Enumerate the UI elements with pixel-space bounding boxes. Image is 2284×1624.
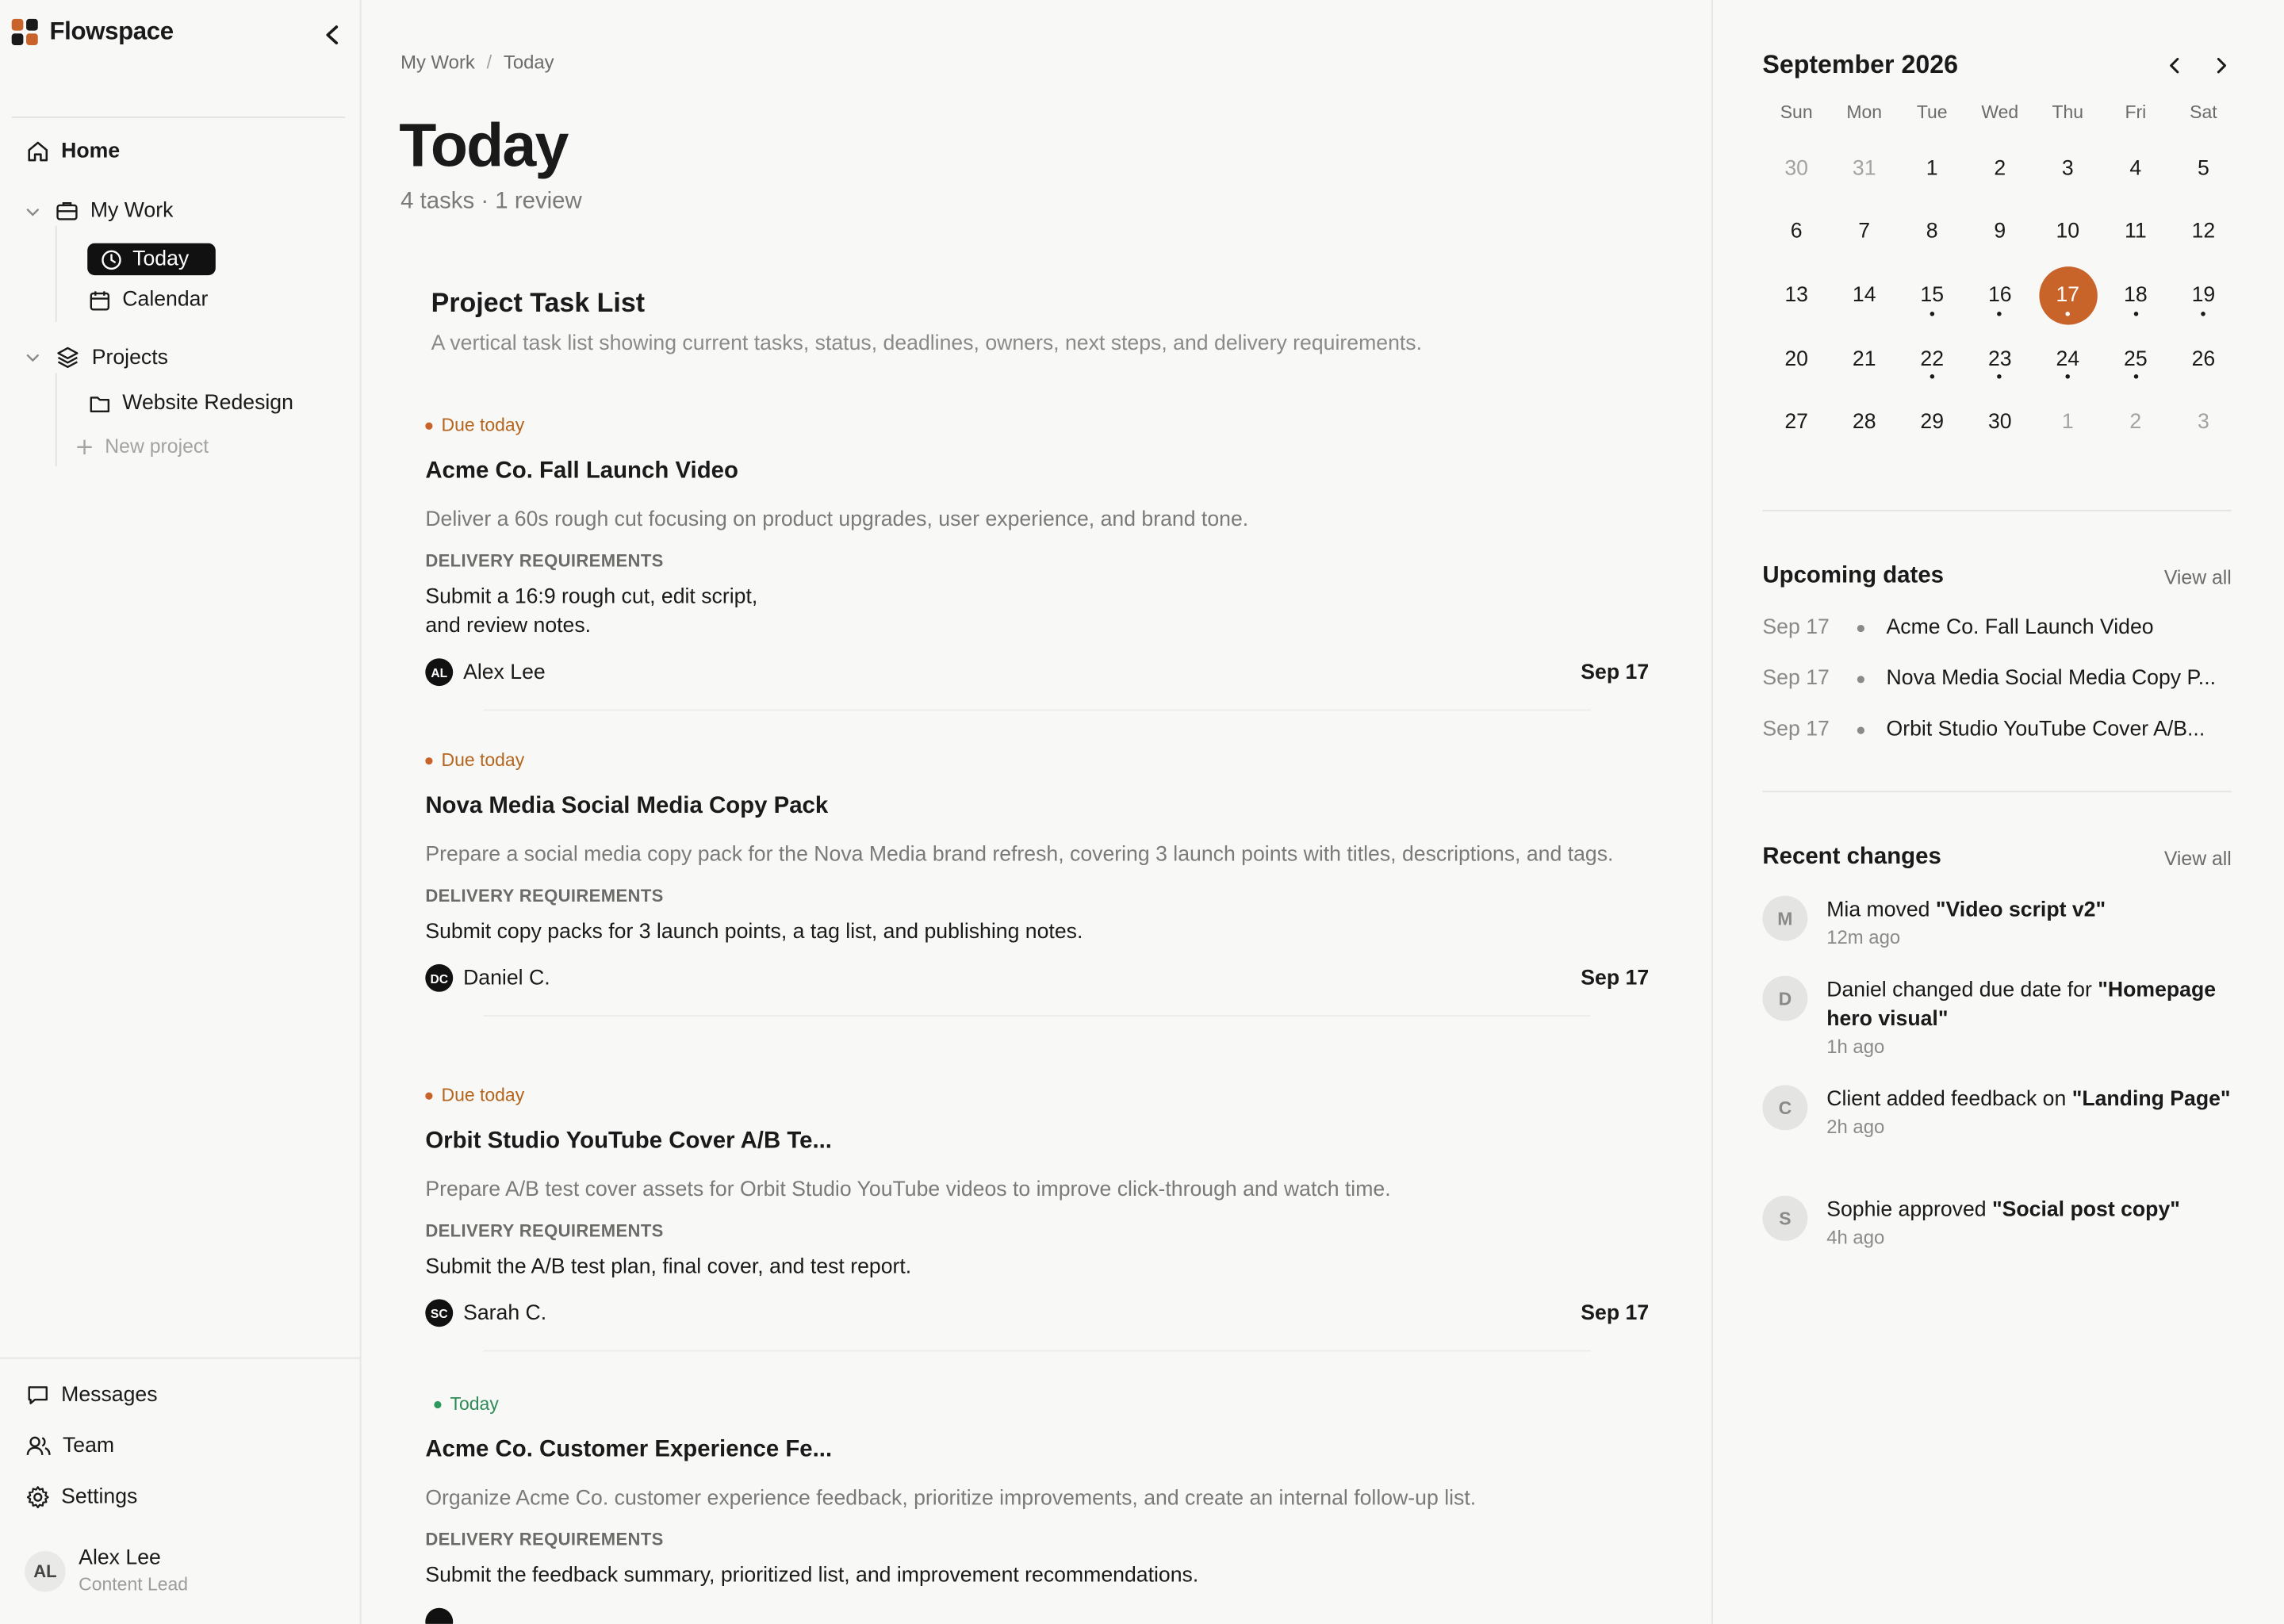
change-text	[1826, 1085, 2230, 1114]
day-number: 19	[2191, 284, 2216, 308]
panel-divider	[1762, 791, 2231, 792]
task-meta	[425, 964, 1649, 992]
calendar-day[interactable]: 7	[1858, 220, 1871, 244]
task-meta	[425, 1299, 1649, 1327]
calendar-day[interactable]: 11	[2124, 220, 2147, 244]
day-number: 16	[1987, 284, 2012, 308]
change-time: 1h ago	[1826, 1035, 1885, 1058]
calendar-week	[1762, 201, 2237, 264]
sidebar-item-label: My Work	[90, 199, 174, 224]
avatar: D	[1762, 976, 1807, 1021]
requirements-line: Submit the feedback summary, prioritized list, and improvement recommendations.	[425, 1564, 1199, 1588]
user-role: Content Lead	[79, 1574, 189, 1595]
new-project-label: New project	[105, 435, 209, 458]
sidebar-item-label: Calendar	[122, 288, 209, 312]
status-badge	[425, 1394, 1649, 1415]
change-time: 4h ago	[1826, 1226, 1885, 1249]
sidebar-item-label: Website Redesign	[122, 392, 293, 416]
sidebar-item-settings[interactable]	[26, 1485, 137, 1508]
change-item[interactable]	[1762, 896, 2237, 952]
right-panel	[1713, 0, 2284, 1624]
user-profile[interactable]	[25, 1547, 188, 1595]
calendar-day[interactable]	[1898, 327, 1966, 391]
change-item[interactable]	[1762, 976, 2237, 1061]
day-number: 15	[1920, 284, 1945, 308]
task-card[interactable]	[425, 1394, 1649, 1624]
status-dot	[425, 422, 432, 429]
calendar-day[interactable]: 4	[2129, 156, 2142, 181]
recent-title: Recent changes	[1762, 845, 1941, 870]
calendar-day[interactable]: 6	[1790, 220, 1803, 244]
status-text: Today	[450, 1393, 499, 1415]
calendar-day[interactable]: 1	[2061, 411, 2074, 435]
selected-day-circle	[2039, 266, 2097, 324]
upcoming-dot	[1857, 624, 1864, 631]
sidebar-item-label: Settings	[61, 1485, 138, 1509]
upcoming-item[interactable]	[1762, 667, 2216, 690]
task-meta	[425, 658, 1649, 686]
sidebar-item-label: Today	[132, 247, 190, 271]
upcoming-name: Orbit Studio YouTube Cover A/B...	[1886, 718, 2205, 741]
recent-view-all-link[interactable]: View all	[2163, 847, 2232, 870]
status-badge	[425, 750, 1649, 771]
avatar: M	[1762, 896, 1807, 941]
owner-name: Daniel C.	[463, 966, 550, 990]
day-number: 24	[2056, 347, 2080, 371]
upcoming-item[interactable]	[1762, 718, 2205, 741]
calendar-day[interactable]: 12	[2191, 220, 2216, 244]
flowspace-logo-icon	[12, 19, 38, 45]
team-icon	[26, 1434, 51, 1457]
task-card[interactable]	[425, 415, 1649, 710]
avatar: AL	[25, 1550, 65, 1591]
upcoming-date: Sep 17	[1762, 667, 1830, 691]
breadcrumb-my-work[interactable]: My Work	[400, 51, 475, 73]
app-name: Flowspace	[49, 17, 174, 45]
change-action: Sophie approved	[1826, 1198, 1993, 1222]
requirements-text	[425, 1253, 1649, 1282]
avatar	[425, 1608, 453, 1624]
calendar-day[interactable]: 14	[1852, 284, 1876, 308]
event-dot	[1930, 375, 1934, 380]
task-list-title: Project Task List	[431, 286, 646, 318]
status-dot	[425, 1092, 432, 1099]
tree-guide-line	[56, 373, 57, 466]
status-badge	[425, 415, 1649, 435]
weekday-label: Sun	[1780, 102, 1813, 123]
message-icon	[26, 1384, 49, 1407]
sidebar-item-home[interactable]	[26, 140, 120, 163]
briefcase-icon	[56, 200, 79, 223]
calendar-day[interactable]: 21	[1852, 347, 1876, 371]
task-owner	[425, 1299, 546, 1327]
change-object: "Landing Page"	[2071, 1088, 2231, 1112]
day-number: 22	[1920, 347, 1945, 371]
status-text: Due today	[441, 415, 525, 436]
avatar: S	[1762, 1196, 1807, 1241]
upcoming-name: Acme Co. Fall Launch Video	[1886, 615, 2154, 640]
task-description: Organize Acme Co. customer experience feedback, prioritize improvements, and create an internal follow-up list.	[425, 1487, 1477, 1511]
task-title[interactable]: Orbit Studio YouTube Cover A/B Te...	[425, 1128, 832, 1154]
sidebar-item-calendar[interactable]	[89, 289, 208, 312]
calendar-day[interactable]: 3	[2197, 411, 2209, 435]
panel-divider	[1762, 510, 2231, 511]
event-dot	[2066, 312, 2071, 316]
task-title[interactable]: Acme Co. Fall Launch Video	[425, 458, 738, 484]
change-action: Mia moved	[1826, 898, 1936, 922]
sidebar-item-label: Messages	[61, 1383, 158, 1408]
change-object: "Homepage hero visual"	[1826, 979, 2217, 1032]
task-title[interactable]: Acme Co. Customer Experience Fe...	[425, 1437, 833, 1463]
page-title: Today	[399, 110, 568, 179]
calendar-day[interactable]	[1966, 327, 2034, 391]
avatar: AL	[425, 658, 453, 686]
calendar-month-title: September 2026	[1762, 49, 1958, 79]
status-text: Due today	[441, 749, 525, 771]
sidebar-bottom-divider	[0, 1358, 360, 1359]
upcoming-date: Sep 17	[1762, 615, 1830, 640]
upcoming-dot	[1857, 675, 1864, 682]
calendar-day[interactable]: 30	[1784, 156, 1808, 181]
breadcrumb-separator: /	[486, 51, 492, 73]
weekday-label: Wed	[1981, 102, 2019, 123]
task-divider	[484, 1350, 1591, 1352]
calendar-day[interactable]: 8	[1926, 220, 1938, 244]
sidebar-item-label: Team	[62, 1434, 115, 1458]
calendar-weekdays	[1762, 102, 2237, 123]
event-dot	[1998, 312, 2002, 316]
calendar-week	[1762, 137, 2237, 201]
due-date: Sep 17	[1581, 660, 1650, 684]
change-action: Daniel changed due date for	[1826, 979, 2098, 1002]
task-card[interactable]	[425, 750, 1649, 1017]
requirements-line: and review notes.	[425, 615, 592, 638]
page-subtitle: 4 tasks · 1 review	[400, 189, 582, 214]
calendar-day[interactable]	[1898, 264, 1966, 327]
change-text	[1826, 1196, 2180, 1225]
change-action: Client added feedback on	[1826, 1088, 2072, 1112]
chevron-down-icon	[25, 350, 40, 366]
weekday-label: Tue	[1916, 102, 1948, 123]
calendar-day[interactable]: 10	[2056, 220, 2080, 244]
task-description: Prepare A/B test cover assets for Orbit Studio YouTube videos to improve click-through and watch time.	[425, 1178, 1391, 1202]
sidebar-item-label: Projects	[91, 346, 168, 370]
change-text	[1826, 976, 2237, 1034]
task-divider	[484, 1015, 1591, 1017]
collapse-sidebar-icon[interactable]	[317, 21, 347, 50]
status-text: Due today	[441, 1085, 525, 1106]
calendar-week	[1762, 264, 2237, 327]
weekday-label: Fri	[2125, 102, 2147, 123]
task-owner	[425, 658, 545, 686]
chevron-down-icon	[25, 203, 40, 219]
folder-icon	[89, 393, 111, 415]
change-text	[1826, 896, 2106, 925]
chevron-left-icon[interactable]	[2162, 52, 2188, 79]
event-dot	[2133, 312, 2138, 316]
event-dot	[2133, 375, 2138, 380]
calendar-day[interactable]: 3	[2061, 156, 2074, 181]
sidebar-item-projects[interactable]	[25, 345, 168, 370]
sidebar-item-my-work[interactable]	[25, 200, 173, 223]
calendar-day[interactable]: 9	[1994, 220, 2006, 244]
upcoming-title: Upcoming dates	[1762, 563, 1945, 589]
requirements-text	[425, 583, 1649, 641]
new-project-button[interactable]	[76, 435, 209, 458]
calendar-icon	[89, 289, 111, 312]
weekday-label: Mon	[1846, 102, 1883, 123]
upcoming-name: Nova Media Social Media Copy P...	[1886, 667, 2217, 691]
avatar: SC	[425, 1299, 453, 1327]
requirements-label: DELIVERY REQUIREMENTS	[425, 1529, 664, 1550]
upcoming-dot	[1857, 726, 1864, 733]
calendar-day[interactable]: 27	[1784, 411, 1808, 435]
upcoming-item[interactable]	[1762, 616, 2153, 639]
task-title[interactable]: Nova Media Social Media Copy Pack	[425, 794, 829, 819]
calendar-day-selected[interactable]	[2034, 264, 2102, 327]
requirements-label: DELIVERY REQUIREMENTS	[425, 885, 664, 906]
requirements-text	[425, 1561, 1649, 1591]
task-owner	[425, 964, 550, 992]
calendar-day[interactable]	[2170, 264, 2238, 327]
tree-guide-line	[56, 226, 57, 322]
requirements-line: Submit a 16:9 rough cut, edit script,	[425, 585, 758, 609]
calendar-day[interactable]	[2034, 327, 2102, 391]
sidebar-item-label: Home	[61, 140, 121, 163]
task-owner	[425, 1608, 453, 1624]
event-dot	[1998, 375, 2002, 380]
day-number: 18	[2124, 284, 2148, 308]
event-dot	[1930, 312, 1934, 316]
avatar: DC	[425, 964, 453, 992]
due-date: Sep 17	[1581, 966, 1650, 990]
requirements-label: DELIVERY REQUIREMENTS	[425, 550, 664, 571]
avatar: C	[1762, 1085, 1807, 1130]
change-item[interactable]	[1762, 1196, 2237, 1251]
user-name: Alex Lee	[79, 1546, 161, 1570]
calendar-day[interactable]	[2102, 327, 2170, 391]
status-dot	[425, 756, 432, 764]
sidebar	[0, 0, 362, 1624]
breadcrumb-today[interactable]: Today	[503, 51, 554, 73]
task-description: Prepare a social media copy pack for the Nova Media brand refresh, covering 3 launch points with titles, descriptions, and tags.	[425, 843, 1614, 867]
calendar-day[interactable]: 1	[1926, 156, 1938, 181]
sidebar-item-website-redesign[interactable]	[89, 392, 293, 415]
chevron-right-icon[interactable]	[2208, 52, 2234, 79]
task-description: Deliver a 60s rough cut focusing on product upgrades, user experience, and brand tone.	[425, 508, 1249, 532]
home-icon	[26, 140, 49, 163]
plus-icon	[76, 438, 94, 455]
calendar-grid	[1762, 102, 2237, 454]
task-divider	[484, 709, 1591, 710]
sidebar-item-team[interactable]	[26, 1434, 114, 1457]
main-content	[362, 0, 1713, 1624]
sidebar-item-today[interactable]	[87, 243, 216, 275]
day-number: 23	[1987, 347, 2012, 371]
calendar-week	[1762, 391, 2237, 454]
sidebar-divider	[12, 117, 346, 118]
calendar-day[interactable]: 2	[1994, 156, 2006, 181]
weekday-label: Thu	[2052, 102, 2084, 123]
change-time: 12m ago	[1826, 926, 1901, 948]
owner-name: Alex Lee	[463, 660, 546, 684]
upcoming-date: Sep 17	[1762, 718, 1830, 741]
task-list-description: A vertical task list showing current tasks, status, deadlines, owners, next steps, and delivery requirements.	[431, 331, 1423, 356]
requirements-text	[425, 917, 1649, 947]
change-item[interactable]	[1762, 1085, 2237, 1140]
task-meta	[425, 1608, 1649, 1624]
clock-icon	[101, 248, 123, 270]
sidebar-item-messages[interactable]	[26, 1384, 157, 1407]
layers-icon	[56, 345, 80, 370]
calendar-day[interactable]: 28	[1852, 411, 1876, 435]
change-object: "Social post copy"	[1992, 1198, 2180, 1222]
due-date: Sep 17	[1581, 1301, 1650, 1325]
weekday-label: Sat	[2190, 102, 2217, 123]
calendar-day[interactable]: 26	[2191, 347, 2216, 371]
calendar-day[interactable]	[1966, 264, 2034, 327]
requirements-line: Submit copy packs for 3 launch points, a tag list, and publishing notes.	[425, 920, 1083, 944]
change-object: "Video script v2"	[1935, 898, 2106, 922]
calendar-day[interactable]: 5	[2197, 156, 2209, 181]
calendar-day[interactable]: 29	[1920, 411, 1945, 435]
requirements-label: DELIVERY REQUIREMENTS	[425, 1220, 664, 1241]
status-dot	[434, 1400, 441, 1408]
event-dot	[2202, 312, 2206, 316]
brand[interactable]	[12, 17, 174, 47]
breadcrumb	[400, 51, 554, 73]
gear-icon	[26, 1485, 49, 1508]
task-card[interactable]	[425, 1085, 1649, 1351]
change-time: 2h ago	[1826, 1115, 1885, 1138]
calendar-day[interactable]	[2102, 264, 2170, 327]
status-badge	[425, 1085, 1649, 1105]
day-number: 25	[2124, 347, 2148, 371]
event-dot	[2066, 375, 2071, 380]
requirements-line: Submit the A/B test plan, final cover, and test report.	[425, 1255, 912, 1279]
calendar-day[interactable]: 13	[1784, 284, 1808, 308]
day-number: 17	[2056, 284, 2080, 308]
calendar-day[interactable]: 2	[2129, 411, 2142, 435]
owner-name: Sarah C.	[463, 1301, 547, 1325]
upcoming-view-all-link[interactable]: View all	[2163, 566, 2232, 589]
calendar-day[interactable]: 30	[1987, 411, 2012, 435]
calendar-day[interactable]: 20	[1784, 347, 1808, 371]
calendar-week	[1762, 327, 2237, 391]
calendar-day[interactable]: 31	[1852, 156, 1876, 181]
